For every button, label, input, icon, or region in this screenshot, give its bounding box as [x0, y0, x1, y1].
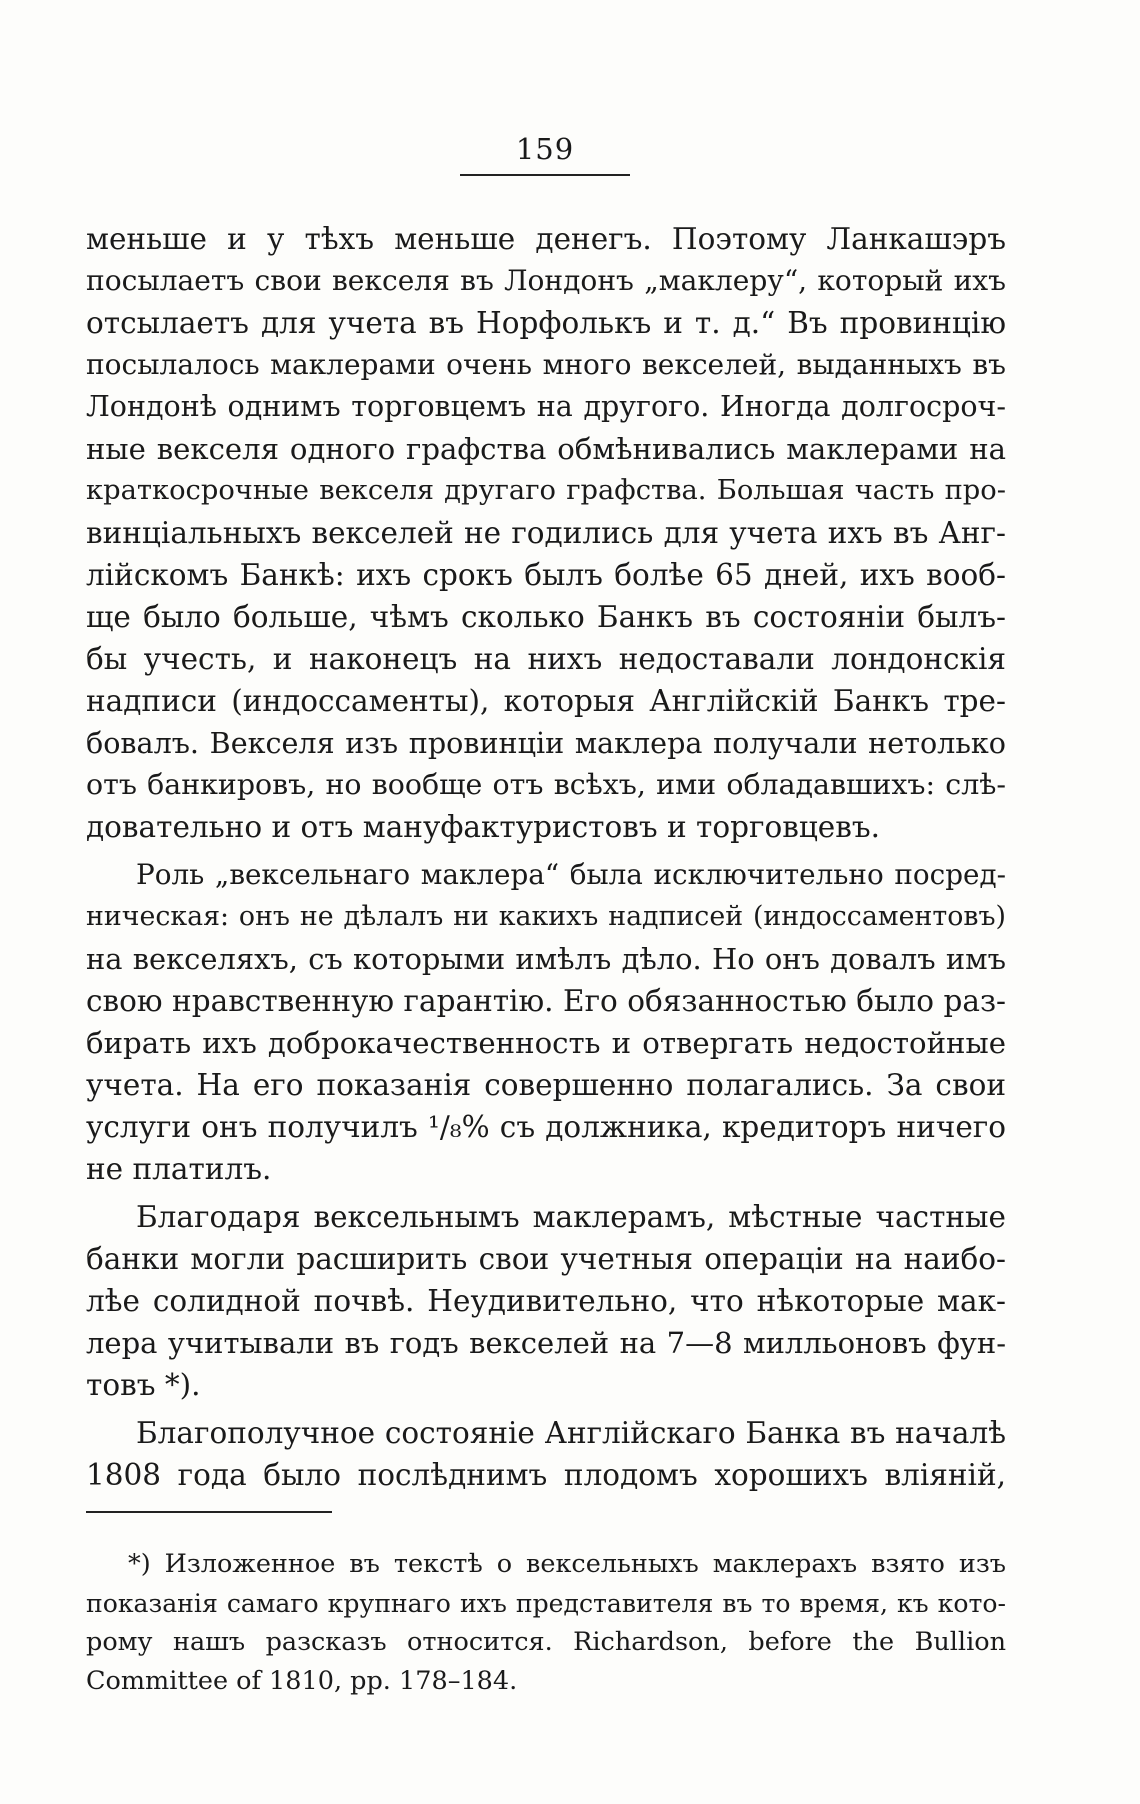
- footnote-line: Committee of 1810, pp. 178–184.: [86, 1666, 518, 1696]
- text-line: надписи (индоссаменты), которыя Англійскій Банкъ тре-: [86, 684, 1006, 718]
- text-line: Роль „вексельнаго маклера“ была исключительно посред-: [136, 858, 1006, 891]
- page-number: 159: [515, 132, 575, 166]
- footnote: [86, 1545, 1006, 1701]
- text-line: учета. На его показанія совершенно полагались. За свои: [86, 1068, 1006, 1102]
- text-line: ническая: онъ не дѣлалъ ни какихъ надписей (индоссаментовъ): [86, 901, 1006, 932]
- text-line: винціальныхъ векселей не годились для учета ихъ въ Анг-: [86, 516, 1006, 550]
- footnote-line: рому нашъ разсказъ относится. Richardson, before the Bullion: [86, 1627, 1006, 1657]
- footnote-line: *) Изложенное въ текстѣ о вексельныхъ маклерахъ взято изъ: [128, 1549, 1006, 1579]
- text-line: бовалъ. Векселя изъ провинціи маклера получали нетолько: [86, 726, 1006, 760]
- text-line: отъ банкировъ, но вообще отъ всѣхъ, ими обладавшихъ: слѣ-: [86, 768, 1006, 801]
- text-line: Лондонѣ однимъ торговцемъ на другого. Иногда долгосроч-: [86, 390, 1006, 423]
- text-line: отсылаетъ для учета въ Норфолькъ и т. д.“ Въ провинцію: [86, 306, 1006, 340]
- page-number-underline: [460, 174, 630, 176]
- text-line: 1808 года было послѣднимъ плодомъ хорошихъ вліяній,: [86, 1458, 1006, 1492]
- text-line: лера учитывали въ годъ векселей на 7—8 милльоновъ фун-: [86, 1326, 1006, 1360]
- text-line: бирать ихъ доброкачественность и отвергать недостойные: [86, 1026, 1006, 1060]
- text-line: не платилъ.: [86, 1152, 272, 1186]
- text-line: бы учесть, и наконецъ на нихъ недоставали лондонскія: [86, 642, 1006, 676]
- text-line: товъ *).: [86, 1368, 201, 1402]
- text-line: посылаетъ свои векселя въ Лондонъ „маклеру“, который ихъ: [86, 264, 1006, 297]
- text-line: лійскомъ Банкѣ: ихъ срокъ былъ болѣе 65 дней, ихъ вооб-: [86, 558, 1006, 592]
- text-line: ще было больше, чѣмъ сколько Банкъ въ состояніи былъ-: [86, 600, 1006, 634]
- text-line: довательно и отъ мануфактуристовъ и торговцевъ.: [86, 810, 881, 844]
- text-line: услуги онъ получилъ ¹/₈% съ должника, кредиторъ ничего: [86, 1110, 1006, 1144]
- footnote-rule: [86, 1511, 332, 1513]
- text-line: на векселяхъ, съ которыми имѣлъ дѣло. Но онъ довалъ имъ: [86, 942, 1006, 976]
- footnote-line: показанія самаго крупнаго ихъ представителя въ то время, къ кото-: [86, 1589, 1006, 1618]
- text-line: меньше и у тѣхъ меньше денегъ. Поэтому Ланкашэръ: [86, 222, 1006, 256]
- main-text: [86, 218, 1006, 1496]
- text-line: банки могли расширить свои учетныя операціи на наибо-: [86, 1242, 1006, 1276]
- text-line: ные векселя одного графства обмѣнивались маклерами на: [86, 432, 1006, 466]
- text-line: краткосрочные векселя другаго графства. Большая часть про-: [86, 475, 1006, 506]
- text-line: Благополучное состояніе Англійскаго Банка въ началѣ: [136, 1416, 1006, 1450]
- text-line: Благодаря вексельнымъ маклерамъ, мѣстные частные: [136, 1200, 1006, 1234]
- text-line: посылалось маклерами очень много векселей, выданныхъ въ: [86, 348, 1006, 381]
- text-line: свою нравственную гарантію. Его обязанностью было раз-: [86, 984, 1006, 1018]
- text-line: лѣе солидной почвѣ. Неудивительно, что нѣкоторые мак-: [86, 1284, 1006, 1318]
